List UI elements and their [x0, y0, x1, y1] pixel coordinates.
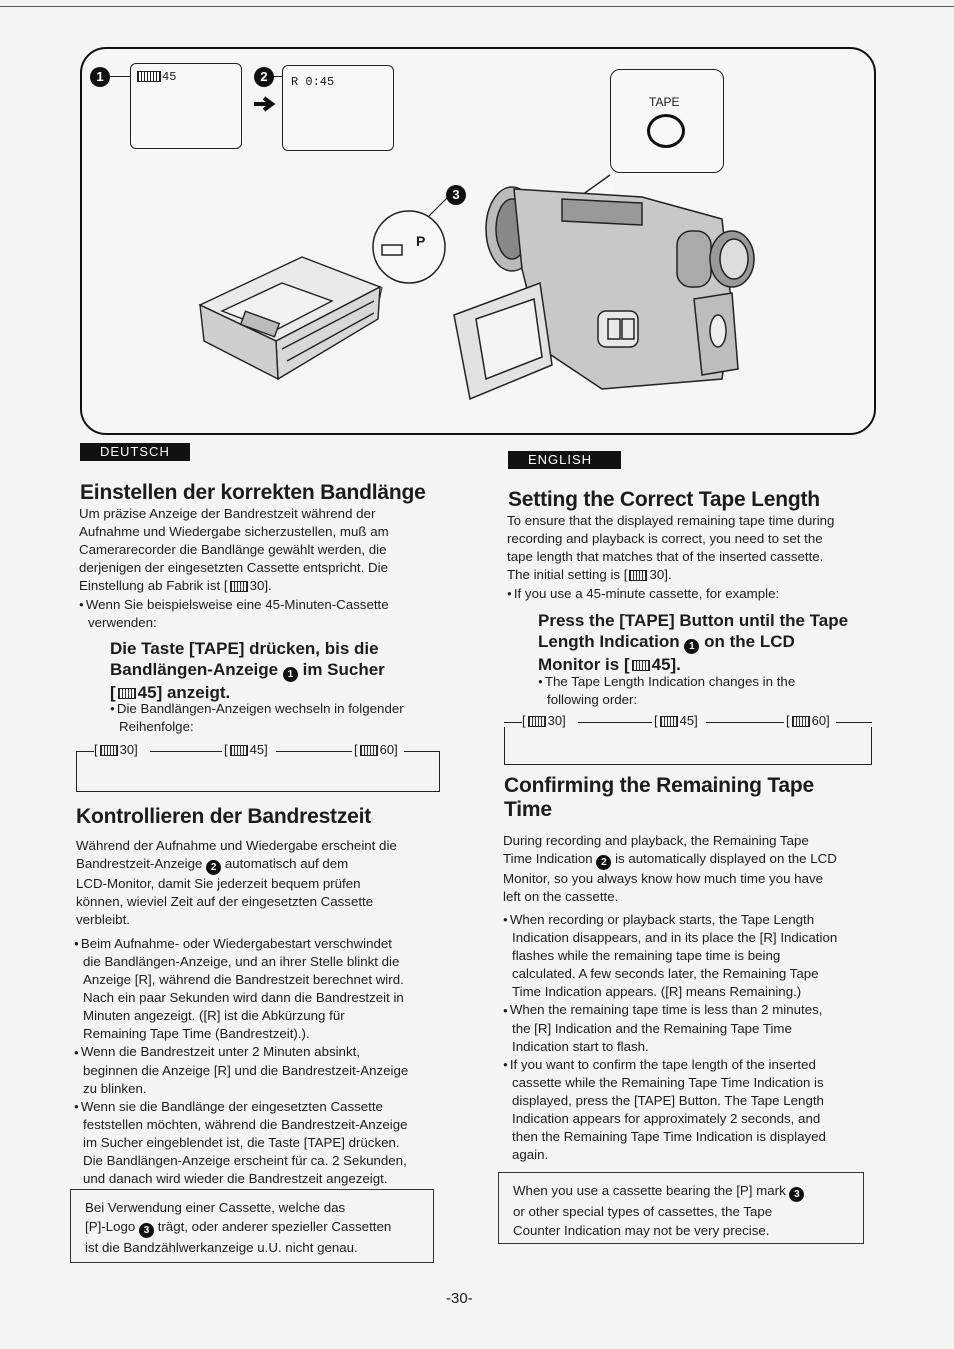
callout-2-inline: 2 — [596, 855, 611, 870]
lang-label-english: ENGLISH — [508, 451, 621, 469]
en-note-box: When you use a cassette bearing the [P] mark 3 or other special types of cassettes, the Tape Counter Indication may not be very precise. — [498, 1172, 864, 1244]
en-section2-bullets — [503, 911, 875, 1164]
en-bullet-1: ● When recording or playback starts, the Tape Length Indication disappears, and in its place the [R] Indication flashes while the remaining tape time is being calculated. A few seconds later, the Remaining Tape Time Indication appears. ([R] means Remaining.) — [503, 911, 875, 1001]
de-section2-bullets — [74, 935, 440, 1188]
lang-label-deutsch: DEUTSCH — [80, 443, 190, 461]
arrow-icon — [254, 98, 272, 110]
camcorder-body-drawing — [454, 187, 754, 399]
tape-button-bubble — [610, 69, 724, 173]
tape-length-display: 45 — [137, 70, 176, 84]
callout-1-inline: 1 — [684, 639, 699, 654]
de-section2-title: Kontrollieren der Bandrestzeit — [76, 805, 372, 828]
tape-button-icon — [647, 114, 685, 148]
de-section1-bullet: ● Wenn Sie beispielsweise eine 45-Minuten-Cassette verwenden: — [79, 596, 439, 632]
de-bullet-2: ● Wenn die Bandrestzeit unter 2 Minuten absinkt, beginnen die Anzeige [R] und die Bandrestzeit-Anzeige zu blinken. — [74, 1043, 440, 1097]
de-section1-title: Einstellen der korrekten Bandlänge — [80, 481, 426, 504]
tape-icon — [629, 570, 647, 581]
en-tape-length-sequence: [ 30] [ 45] [ 60] — [504, 713, 874, 731]
en-section1-intro: To ensure that the displayed remaining tape time during recording and playback is correct, you need to set the tape length that matches that of the inserted cassette. The initial setting is [ 30]. — [507, 513, 835, 582]
de-bullet-1: ● Beim Aufnahme- oder Wiedergabestart verschwindet die Bandlängen-Anzeige, und an ihrer Stelle blinkt die Anzeige [R], während die Bandrestzeit berechnet wird. Nach ein paar Sekunden wird dann die Bandrestzeit in Minuten angezeigt. ([R] ist die Abkürzung für Remaining Tape Time (Bandrestzeit).). — [74, 935, 440, 1043]
tape-button-label: TAPE — [649, 95, 680, 109]
en-section1-title: Setting the Correct Tape Length — [508, 488, 820, 511]
en-sequence-box — [504, 727, 872, 765]
p-mark-bubble — [373, 211, 445, 283]
de-step-bullet: ● Die Bandlängen-Anzeigen wechseln in folgender Reihenfolge: — [110, 700, 440, 736]
tape-icon — [230, 581, 248, 592]
en-bullet-2: ● When the remaining tape time is less than 2 minutes, the [R] Indication and the Remaining Tape Time Indication start to flash. — [503, 1001, 875, 1055]
en-step-instruction: Press the [TAPE] Button until the Tape Length Indication 1 on the LCD Monitor is [ 45]. — [538, 611, 849, 674]
top-rule — [0, 6, 954, 7]
en-step-bullet: ● The Tape Length Indication changes in the following order: — [538, 673, 878, 709]
lcd-tape-length-indication — [130, 63, 242, 149]
en-section2-intro: During recording and playback, the Remaining Tape Time Indication 2 is automatically displayed on the LCD Monitor, so you always know how much time you have left on the cassette. — [503, 833, 837, 904]
callout-3: 3 — [446, 185, 466, 205]
de-bullet-3: ● Wenn sie die Bandlänge der eingesetzten Cassette feststellen möchten, während die Bandrestzeit-Anzeige im Sucher eingeblendet ist, die Taste [TAPE] drücken. Die Bandlängen-Anzeige erscheint für ca. 2 Sekunden, und danach wird wieder die Bandrestzeit angezeigt. — [74, 1098, 440, 1188]
page-number: -30- — [446, 1290, 473, 1307]
callout-3-inline: 3 — [139, 1223, 154, 1238]
p-mark-label: P — [416, 233, 426, 249]
callout-3-inline: 3 — [789, 1187, 804, 1202]
de-section1-intro: Um präzise Anzeige der Bandrestzeit während der Aufnahme und Wiedergabe sicherzustellen, muß am Camerarecorder die Bandlänge gewählt werden, die derjenigen der eingesetzten Cassette entspricht. Die Einstellung ab Fabrik ist [ 30]. — [79, 506, 389, 593]
en-section2-title: Confirming the Remaining Tape Time — [504, 774, 814, 821]
en-section1-bullet: ● If you use a 45-minute cassette, for example: — [507, 585, 872, 603]
de-tape-length-sequence: [ 30] [ 45] [ 60] — [76, 742, 442, 760]
tape-icon — [632, 660, 650, 671]
de-note-box: Bei Verwendung einer Cassette, welche das [P]-Logo 3 trägt, oder anderer spezieller Cassetten ist die Bandzählwerkanzeige u.U. nicht genau. — [70, 1189, 434, 1263]
remaining-time-display: R 0:45 — [291, 75, 335, 89]
cassette-drawing — [200, 257, 380, 379]
camcorder-illustration — [80, 47, 876, 435]
en-bullet-3: ● If you want to confirm the tape length of the inserted cassette while the Remaining Tape Time Indication is displayed, press the [TAPE] Button. The Tape Length Indication appears for approximately 2 seconds, and then the Remaining Tape Time Indication is displayed again. — [503, 1056, 875, 1164]
de-section2-intro: Während der Aufnahme und Wiedergabe erscheint die Bandrestzeit-Anzeige 2 automatisch auf dem LCD-Monitor, damit Sie jederzeit bequem prüfen können, wieviel Zeit auf der eingesetzten Cassette verbleibt. — [76, 838, 397, 927]
lcd-remaining-time-indication — [282, 65, 394, 151]
callout-1-inline: 1 — [283, 667, 298, 682]
callout-2-inline: 2 — [206, 860, 221, 875]
tape-icon — [137, 71, 161, 82]
callout-2: 2 — [254, 67, 274, 87]
de-step-instruction: Die Taste [TAPE] drücken, bis die Bandlängen-Anzeige 1 im Sucher [ 45] anzeigt. — [110, 639, 385, 702]
tape-icon — [118, 688, 136, 699]
callout-1: 1 — [90, 67, 110, 87]
